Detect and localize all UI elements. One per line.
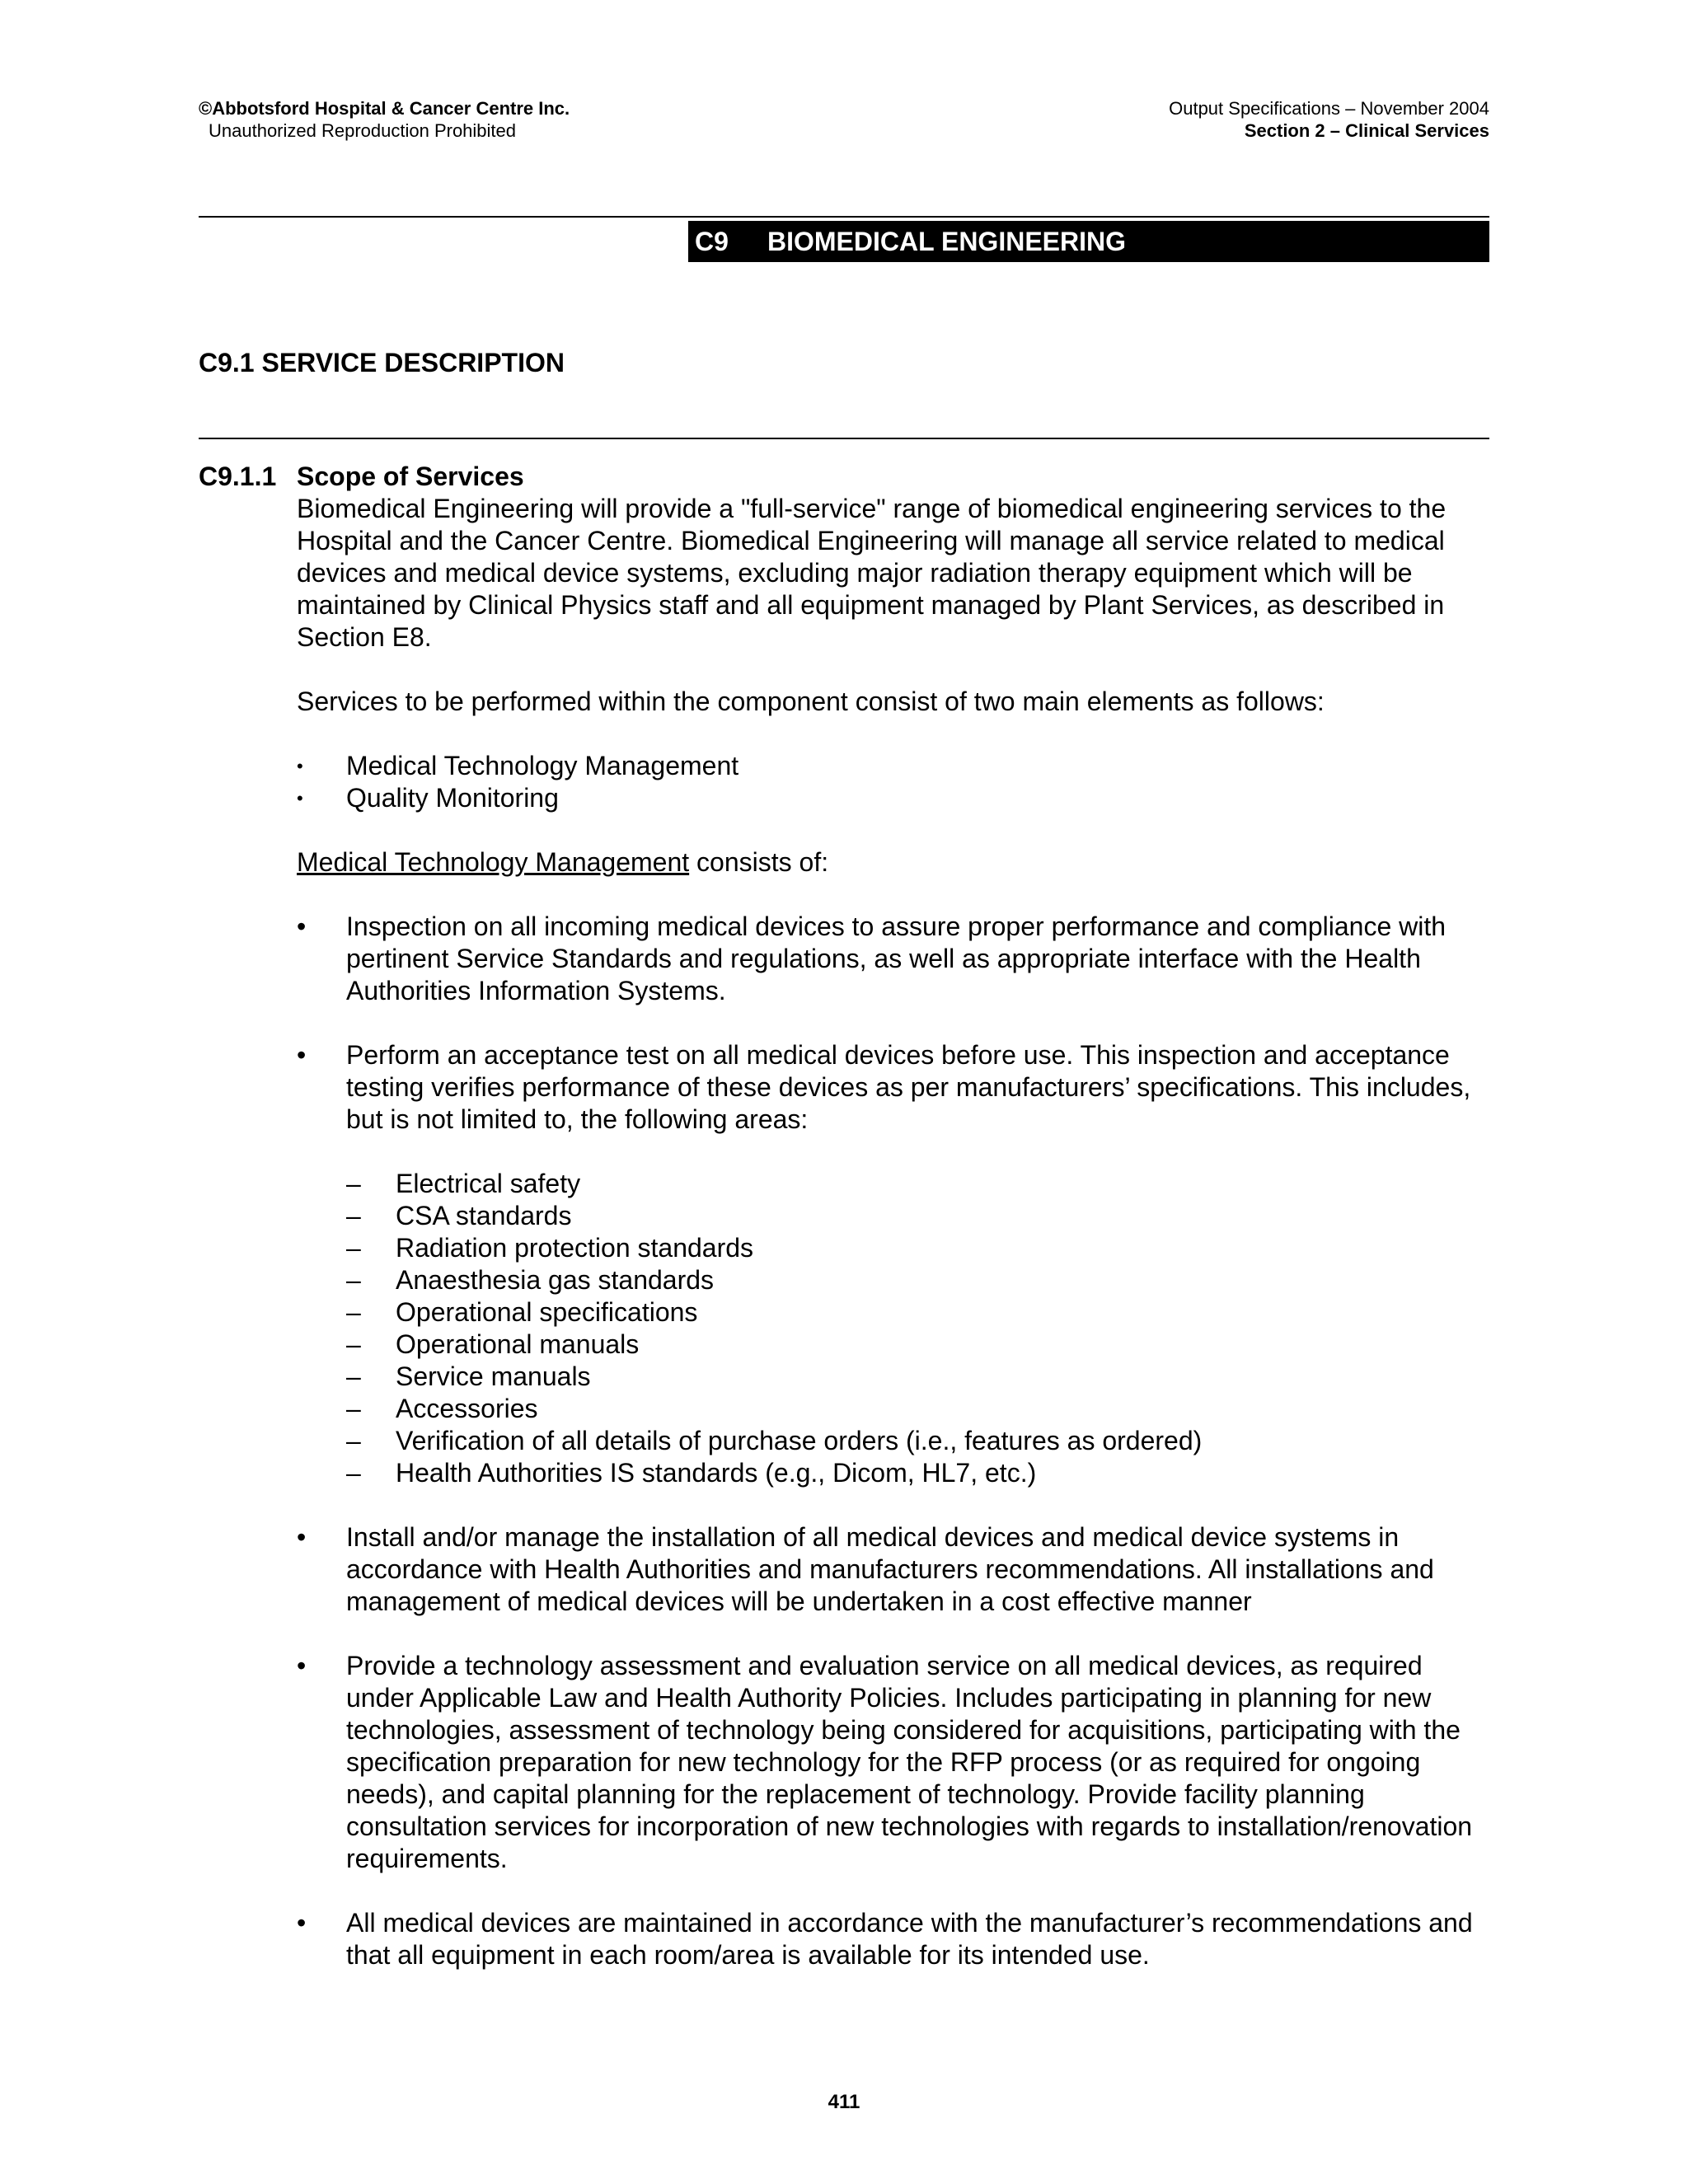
- list-item: – CSA standards: [346, 1201, 572, 1230]
- list-item: – Service manuals: [346, 1361, 591, 1391]
- bullet-marker: •: [297, 788, 303, 808]
- list-item: – Accessories: [346, 1394, 538, 1423]
- reproduction-notice: Unauthorized Reproduction Prohibited: [209, 120, 517, 141]
- services-intro: Services to be performed within the component consist of two main elements as follows:: [297, 687, 1325, 716]
- list-item: – Operational manuals: [346, 1329, 640, 1359]
- bullet-marker: •: [297, 1651, 307, 1680]
- scope-number: C9.1.1: [199, 462, 277, 491]
- list-item: – Electrical safety: [346, 1169, 581, 1198]
- bullet-marker: •: [297, 912, 307, 941]
- mtm-heading: Medical Technology Management: [297, 847, 690, 877]
- list-item: – Anaesthesia gas standards: [346, 1265, 715, 1295]
- bullet-marker: •: [297, 1522, 307, 1552]
- list-item: – Verification of all details of purchase orders (i.e., features as ordered): [346, 1426, 1203, 1455]
- header-left: [199, 97, 570, 142]
- section-title: BIOMEDICAL ENGINEERING: [767, 227, 1126, 256]
- mtm-suffix: consists of:: [689, 847, 829, 877]
- list-item: • Perform an acceptance test on all medical devices before use. This inspection and acceptance testing verifies performance of these devices as per manufacturers’ specifications. This includes, but is not limited to, the following areas:: [297, 1040, 1471, 1134]
- mtm-list: [297, 1039, 1492, 1136]
- mtm-list: [297, 1650, 1492, 1875]
- mid-divider: [199, 438, 1489, 439]
- list-item: • Medical Technology Management: [297, 751, 739, 780]
- list-item: • Inspection on all incoming medical devices to assure proper performance and compliance with pertinent Service Standards and regulations, as well as appropriate interface with the Health Authorities Information Systems.: [297, 912, 1447, 1005]
- mtm-list: [297, 1521, 1492, 1618]
- header-right: [1169, 97, 1489, 142]
- section-number: C9: [695, 227, 729, 256]
- scope-content: [297, 461, 1492, 1971]
- mtm-heading-line: [297, 846, 1492, 879]
- list-item: • Quality Monitoring: [297, 783, 559, 813]
- bullet-marker: •: [297, 756, 303, 776]
- copyright-text: ©Abbotsford Hospital & Cancer Centre Inc.: [199, 98, 570, 119]
- bullet-marker: •: [297, 1040, 307, 1070]
- scope-intro: Biomedical Engineering will provide a "full-service" range of biomedical engineering services to the Hospital and the Cancer Centre. Biomedical Engineering will manage all service related to medical devices and medical device systems, excluding major radiation therapy equipment which will be maintained by Clinical Physics staff and all equipment managed by Plant Services, as described in Section E8.: [297, 494, 1447, 652]
- bullet-marker: •: [297, 1908, 307, 1938]
- section-line: Section 2 – Clinical Services: [1244, 120, 1489, 141]
- subsection-heading: C9.1 SERVICE DESCRIPTION: [199, 348, 565, 377]
- spec-line: Output Specifications – November 2004: [1169, 98, 1489, 119]
- list-item: – Operational specifications: [346, 1297, 698, 1327]
- mtm-list: [297, 1907, 1492, 1971]
- list-item: • Install and/or manage the installation of all medical devices and medical device systems in accordance with Health Authorities and manufacturers recommendations. All installations and management of medical devices will be undertaken in a cost effective manner: [297, 1522, 1434, 1616]
- mtm-list: [297, 911, 1492, 1007]
- scope-title: Scope of Services: [297, 462, 524, 491]
- list-item: • All medical devices are maintained in accordance with the manufacturer’s recommendations and that all equipment in each room/area is available for its intended use.: [297, 1908, 1473, 1970]
- main-elements-list: [297, 750, 1492, 814]
- list-item: • Provide a technology assessment and evaluation service on all medical devices, as required under Applicable Law and Health Authority Policies. Includes participating in planning for new technologies, assessment of technology being considered for acquisitions, participating with the specification preparation for new technology for the RFP process (or as required for ongoing needs), and capital planning for the replacement of technology. Provide facility planning consultation services for incorporation of new technologies with regards to installation/renovation requirements.: [297, 1651, 1473, 1873]
- list-item: – Health Authorities IS standards (e.g., Dicom, HL7, etc.): [346, 1458, 1037, 1488]
- section-title-bar: [688, 221, 1489, 262]
- page-number: 411: [828, 2091, 860, 2113]
- top-divider: [199, 216, 1489, 218]
- list-item: – Radiation protection standards: [346, 1233, 754, 1263]
- areas-list: [297, 1168, 1492, 1489]
